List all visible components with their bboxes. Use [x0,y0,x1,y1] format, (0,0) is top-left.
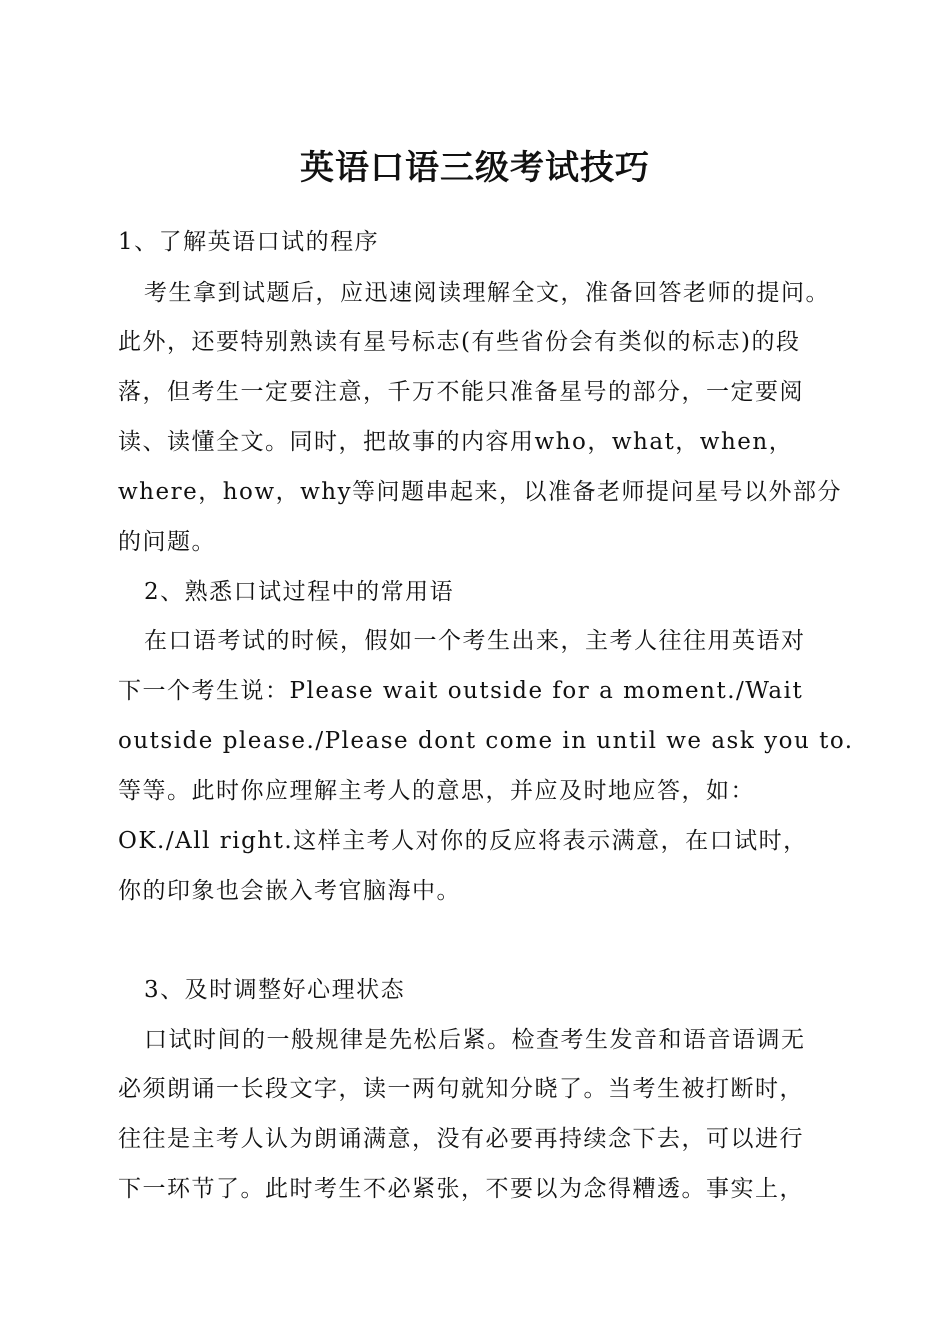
paragraph-line: 下一环节了。此时考生不必紧张，不要以为念得糟透。事实上， [118,1176,804,1202]
paragraph-line: 在口语考试的时候，假如一个考生出来，主考人往往用英语对 [144,628,806,654]
section-heading-3: 3、及时调整好心理状态 [144,977,406,1003]
paragraph-line: 下一个考生说：Please wait outside for a moment./Wait [118,678,804,704]
paragraph-line: 落，但考生一定要注意，千万不能只准备星号的部分，一定要阅 [118,379,804,405]
paragraph-line: 读、读懂全文。同时，把故事的内容用who，what，when， [118,429,794,455]
section-heading-1: 1、了解英语口试的程序 [118,229,380,255]
section-heading-2: 2、熟悉口试过程中的常用语 [144,579,455,605]
paragraph-line: OK./All right.这样主考人对你的反应将表示满意，在口试时， [118,828,808,854]
paragraph-line: 考生拿到试题后，应迅速阅读理解全文，准备回答老师的提问。 [144,280,830,306]
paragraph-line: 必须朗诵一长段文字，读一两句就知分晓了。当考生被打断时， [118,1076,804,1102]
paragraph-line: 此外，还要特别熟读有星号标志(有些省份会有类似的标志)的段 [118,329,801,355]
paragraph-line: 你的印象也会嵌入考官脑海中。 [118,878,461,904]
paragraph-line: where，how，why等问题串起来，以准备老师提问星号以外部分 [118,479,843,505]
paragraph-line: 的问题。 [118,529,216,555]
document-title: 英语口语三级考试技巧 [300,148,650,188]
paragraph-line: outside please./Please dont come in until we ask you to. [118,728,854,754]
paragraph-line: 往往是主考人认为朗诵满意，没有必要再持续念下去，可以进行 [118,1126,804,1152]
paragraph-line: 口试时间的一般规律是先松后紧。检查考生发音和语音语调无 [144,1027,806,1053]
paragraph-line: 等等。此时你应理解主考人的意思，并应及时地应答，如： [118,778,755,804]
